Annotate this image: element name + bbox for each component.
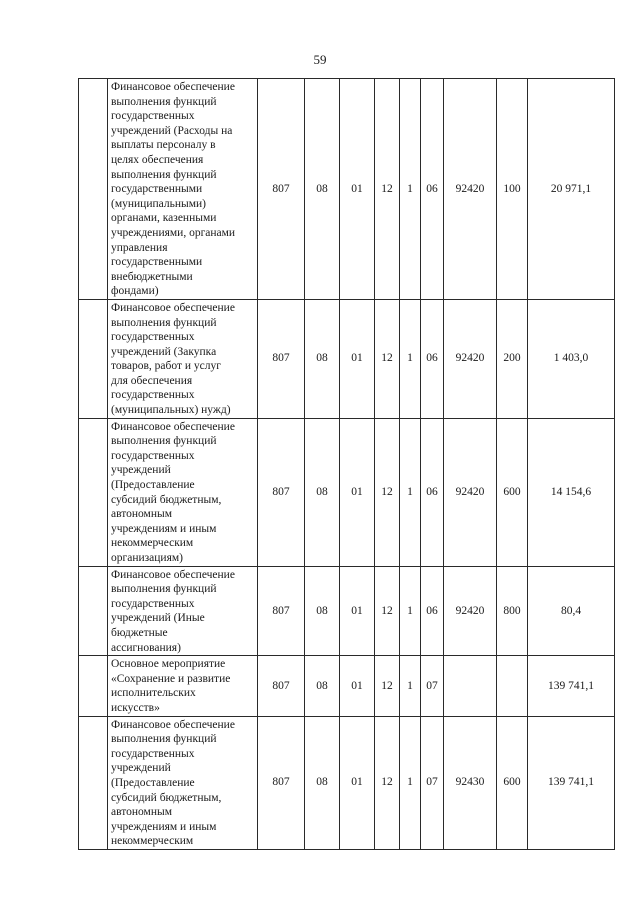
row-number-cell [79,716,108,849]
item-name-line: учреждений (Расходы на [111,124,233,137]
item-name-line: выполнения функций [111,733,217,746]
expense-type-cell: 800 [497,566,528,656]
amount-cell: 139 741,1 [528,656,615,716]
row-number-cell [79,566,108,656]
expense-type-cell: 200 [497,299,528,418]
item-name-line: (Предоставление [111,776,195,789]
activity-code-cell: 06 [421,566,444,656]
item-name-line: учреждений (Иные [111,612,205,625]
activity-code-cell: 06 [421,418,444,566]
item-name-line: Финансовое обеспечение [111,420,235,433]
direction-code-cell: 92420 [444,79,497,300]
item-name-line: (Предоставление [111,479,195,492]
program-code-cell: 12 [375,299,400,418]
table-row [79,656,615,716]
subsection-code-cell: 01 [340,299,375,418]
item-name-line: государственных [111,389,195,402]
row-number-cell [79,418,108,566]
subprogram-code-cell: 1 [400,656,421,716]
item-name-line: выполнения функций [111,316,217,329]
program-code-cell: 12 [375,79,400,300]
item-name-line: выплаты персоналу в [111,139,216,152]
item-name-line: (муниципальными) [111,197,206,210]
activity-code-cell: 06 [421,79,444,300]
table-row [79,299,615,418]
direction-code-cell: 92420 [444,299,497,418]
program-code-cell: 12 [375,418,400,566]
amount-cell: 14 154,6 [528,418,615,566]
subsection-code-cell: 01 [340,418,375,566]
row-number-cell [79,299,108,418]
direction-code-cell [444,656,497,716]
item-name-line: учреждений [111,762,171,775]
activity-code-cell: 07 [421,716,444,849]
item-name-line: организациям) [111,552,183,564]
item-name-cell [108,79,258,300]
activity-code-cell: 06 [421,299,444,418]
item-name-line: товаров, работ и услуг [111,360,221,373]
expense-type-cell [497,656,528,716]
ministry-code-cell: 807 [258,299,305,418]
item-name-line: «Сохранение и развитие [111,672,231,685]
item-name-line: учреждений (Закупка [111,345,217,358]
item-name-line: государственных [111,449,195,462]
table-row [79,716,615,849]
item-name-line: выполнения функций [111,168,217,181]
subsection-code-cell: 01 [340,566,375,656]
item-name-line: автономным [111,508,172,521]
item-name-line: учреждений [111,464,171,477]
item-name-line: государственных [111,747,195,760]
section-code-cell: 08 [305,716,340,849]
section-code-cell: 08 [305,418,340,566]
subprogram-code-cell: 1 [400,716,421,849]
subprogram-code-cell: 1 [400,418,421,566]
ministry-code-cell: 807 [258,79,305,300]
item-name-line: учреждениями, органами [111,226,236,239]
amount-cell: 139 741,1 [528,716,615,849]
item-name-line: искусств» [111,701,160,714]
amount-cell: 1 403,0 [528,299,615,418]
ministry-code-cell: 807 [258,716,305,849]
item-name-line: бюджетные [111,626,168,639]
item-name-cell [108,299,258,418]
activity-code-cell: 07 [421,656,444,716]
item-name-line: целях обеспечения [111,153,204,166]
item-name-line: государственных [111,597,195,610]
expense-type-cell: 600 [497,716,528,849]
page-number: 59 [313,52,327,67]
item-name-line: Финансовое обеспечение [111,568,235,581]
item-name-line: выполнения функций [111,95,217,108]
item-name-line: автономным [111,806,172,819]
item-name-line: Основное мероприятие [111,658,226,671]
item-name-cell [108,566,258,656]
item-name-line: некоммерческим [111,835,194,848]
item-name-line: ассигнования) [111,641,181,654]
item-name-line: выполнения функций [111,435,217,448]
program-code-cell: 12 [375,566,400,656]
item-name-line: для обеспечения [111,374,193,387]
subsection-code-cell: 01 [340,79,375,300]
item-name-cell [108,418,258,566]
row-number-cell [79,656,108,716]
ministry-code-cell: 807 [258,418,305,566]
ministry-code-cell: 807 [258,656,305,716]
item-name-line: некоммерческим [111,537,194,550]
item-name-line: Финансовое обеспечение [111,81,235,93]
section-code-cell: 08 [305,79,340,300]
subprogram-code-cell: 1 [400,79,421,300]
table-row [79,418,615,566]
item-name-line: фондами) [111,285,159,298]
expense-type-cell: 100 [497,79,528,300]
amount-cell: 80,4 [528,566,615,656]
expense-type-cell: 600 [497,418,528,566]
subprogram-code-cell: 1 [400,566,421,656]
item-name-line: государственных [111,331,195,344]
table-row [79,79,615,300]
item-name-line: государственными [111,256,203,269]
item-name-line: субсидий бюджетным, [111,791,222,804]
item-name-line: учреждениям и иным [111,522,217,535]
program-code-cell: 12 [375,656,400,716]
row-number-cell [79,79,108,300]
item-name-line: Финансовое обеспечение [111,718,235,731]
item-name-line: выполнения функций [111,583,217,596]
budget-table-container [78,78,615,850]
subprogram-code-cell: 1 [400,299,421,418]
budget-table [78,78,615,850]
subsection-code-cell: 01 [340,656,375,716]
program-code-cell: 12 [375,716,400,849]
item-name-line: внебюджетными [111,270,193,283]
direction-code-cell: 92420 [444,566,497,656]
item-name-cell [108,716,258,849]
item-name-line: Финансовое обеспечение [111,301,235,314]
section-code-cell: 08 [305,656,340,716]
item-name-line: (муниципальных) нужд) [111,404,231,417]
ministry-code-cell: 807 [258,566,305,656]
item-name-line: органами, казенными [111,212,217,225]
direction-code-cell: 92430 [444,716,497,849]
table-body [79,79,615,850]
item-name-line: управления [111,241,168,254]
table-row [79,566,615,656]
item-name-line: государственными [111,183,203,196]
subsection-code-cell: 01 [340,716,375,849]
item-name-line: исполнительских [111,687,196,700]
section-code-cell: 08 [305,566,340,656]
section-code-cell: 08 [305,299,340,418]
item-name-line: государственных [111,110,195,123]
item-name-line: учреждениям и иным [111,820,217,833]
direction-code-cell: 92420 [444,418,497,566]
amount-cell: 20 971,1 [528,79,615,300]
item-name-line: субсидий бюджетным, [111,493,222,506]
item-name-cell [108,656,258,716]
